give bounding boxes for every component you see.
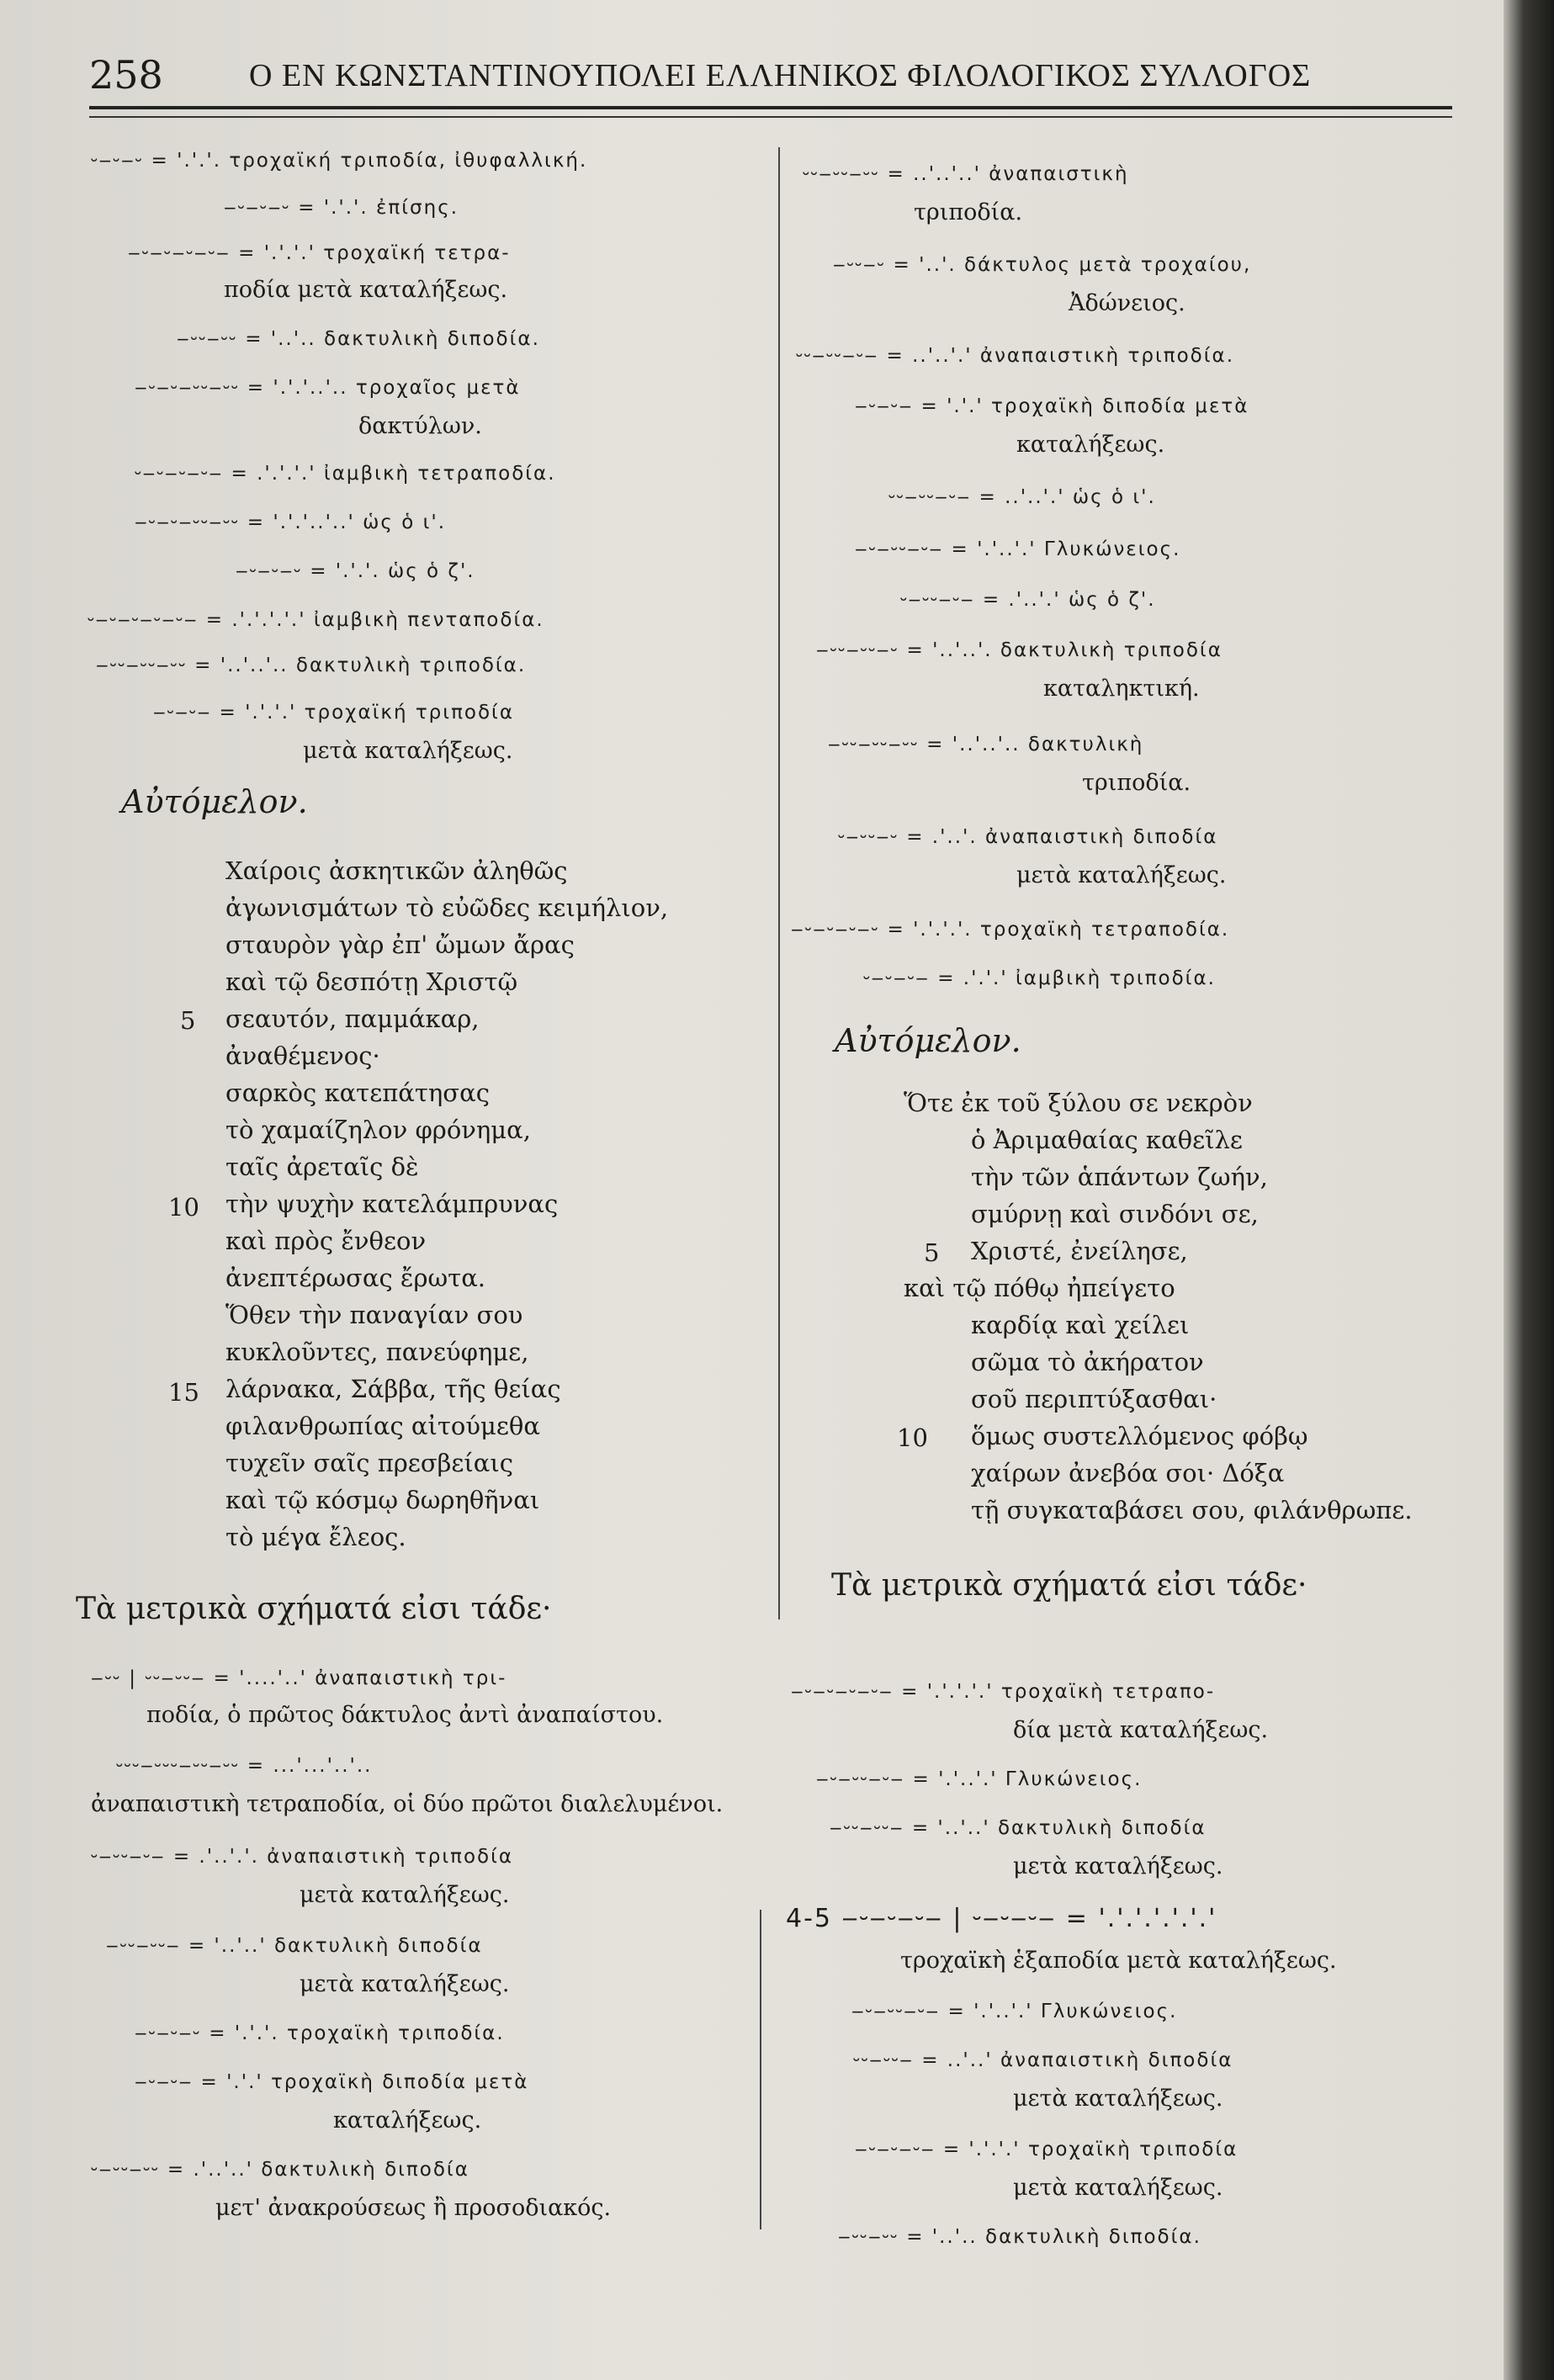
scheme-line: ⏑‒⏑⏑‒⏑⏑ = .'..'..' δακτυλικὴ διποδία bbox=[91, 2159, 469, 2181]
scheme-line: ‒⏑‒⏑⏑‒⏑‒ = '.'..'.' Γλυκώνειος. bbox=[851, 2001, 1178, 2022]
page-header bbox=[89, 52, 1452, 103]
poem-line-number: 10 bbox=[897, 1423, 928, 1452]
meter-line: ⏑‒⏑⏑‒⏑‒ = .'..'.' ὡς ὁ ζ'. bbox=[900, 589, 1156, 611]
meter-line: ‒⏑‒⏑‒⏑⏑‒⏑⏑ = '.'.'..'..' ὡς ὁ ι'. bbox=[135, 512, 447, 533]
scheme-line: ‒⏑‒⏑‒⏑‒⏑‒ = '.'.'.'.' τροχαϊκὴ τετραπο- bbox=[791, 1681, 1216, 1703]
poem-line: Χαίροις ἀσκητικῶν ἀληθῶς bbox=[225, 856, 568, 885]
scheme-line: 4-5 ‒⏑‒⏑‒⏑‒ | ⏑‒⏑‒⏑‒ = '.'.'.'.'.'.' bbox=[786, 1904, 1217, 1933]
meter-line: καταλήξεως. bbox=[1016, 432, 1165, 458]
scheme-line: ‒⏑‒⏑⏑‒⏑‒ = '.'..'.' Γλυκώνειος. bbox=[816, 1768, 1143, 1790]
poem-line: σεαυτόν, παμμάκαρ, bbox=[225, 1004, 480, 1033]
poem-line: σοῦ περιπτύξασθαι· bbox=[971, 1385, 1217, 1413]
meter-line: ‒⏑⏑‒⏑⏑‒⏑⏑ = '..'..'.. δακτυλικὴ τριποδία. bbox=[96, 655, 527, 676]
meter-line: ⏑⏑‒⏑⏑‒⏑⏑ = ..'..'..' ἀναπαιστικὴ bbox=[803, 163, 1129, 185]
meter-line: ⏑⏑‒⏑⏑‒⏑‒ = ..'..'.' ἀναπαιστικὴ τριποδία. bbox=[796, 345, 1235, 367]
running-title: Ο ΕΝ ΚΩΝΣΤΑΝΤΙΝΟΥΠΟΛΕΙ ΕΛΛΗΝΙΚΟΣ ΦΙΛΟΛΟΓΙΚΟΣ ΣΥΛΛΟΓΟΣ bbox=[249, 58, 1312, 93]
poem-line-number: 10 bbox=[168, 1193, 199, 1222]
meter-line: ‒⏑‒⏑‒ = '.'.'.' τροχαϊκή τριποδία bbox=[153, 702, 515, 724]
automelon-heading: Αὐτόμελον. bbox=[835, 1022, 1021, 1059]
meter-line: ‒⏑‒⏑‒⏑ = '.'.'. ἐπίσης. bbox=[224, 197, 459, 219]
poem-line: ἀναθέμενος· bbox=[225, 1042, 380, 1070]
scheme-line: μετὰ καταλήξεως. bbox=[300, 1882, 510, 1908]
poem-line: τὴν ψυχὴν κατελάμπρυνας bbox=[225, 1190, 559, 1218]
scheme-line: ‒⏑⏑‒⏑⏑ = '..'.. δακτυλικὴ διποδία. bbox=[838, 2226, 1201, 2248]
meter-line: ποδία μετὰ καταλήξεως. bbox=[224, 277, 508, 303]
meter-line: ‒⏑⏑‒⏑ = '..'. δάκτυλος μετὰ τροχαίου, bbox=[833, 254, 1252, 276]
poem-line: Χριστέ, ἐνείλησε, bbox=[971, 1237, 1188, 1265]
poem-line: Ὅθεν τὴν παναγίαν σου bbox=[225, 1301, 523, 1329]
poem-line: Ὅτε ἐκ τοῦ ξύλου σε νεκρὸν bbox=[904, 1089, 1253, 1117]
scheme-line: ⏑⏑⏑‒⏑⏑⏑‒⏑⏑‒⏑⏑ = ...'...'..'.. bbox=[116, 1755, 373, 1777]
scheme-line: μετὰ καταλήξεως. bbox=[300, 1971, 510, 1997]
schemes-title: Τὰ μετρικὰ σχήματά εἰσι τάδε· bbox=[76, 1592, 552, 1626]
scheme-line: ‒⏑‒⏑‒⏑‒ = '.'.'.' τροχαϊκὴ τριποδία bbox=[855, 2139, 1238, 2160]
poem-line-number: 15 bbox=[168, 1378, 199, 1407]
poem-line: τὸ μέγα ἔλεος. bbox=[225, 1523, 406, 1551]
poem-line-number: 5 bbox=[924, 1238, 940, 1267]
page-number: 258 bbox=[89, 52, 163, 98]
poem-line: καὶ πρὸς ἔνθεον bbox=[225, 1227, 427, 1255]
poem-line: καὶ τῷ πόθῳ ἠπείγετο bbox=[904, 1274, 1175, 1302]
poem-line: ἀγωνισμάτων τὸ εὐῶδες κειμήλιον, bbox=[225, 893, 669, 922]
meter-line: τριποδία. bbox=[1082, 770, 1191, 796]
automelon-heading: Αὐτόμελον. bbox=[121, 783, 308, 820]
poem-line: τῇ συγκαταβάσει σου, φιλάνθρωπε. bbox=[971, 1496, 1413, 1524]
scheme-line: ἀναπαιστικὴ τετραποδία, οἱ δύο πρῶτοι διαλελυμένοι. bbox=[91, 1791, 724, 1817]
meter-line: ⏑‒⏑‒⏑‒ = .'.'.' ἰαμβικὴ τριποδία. bbox=[863, 967, 1216, 989]
scheme-line: ‒⏑⏑‒⏑⏑‒ = '..'..' δακτυλικὴ διποδία bbox=[106, 1935, 483, 1957]
column-divider-lower bbox=[760, 1910, 761, 2229]
poem-line: ἀνεπτέρωσας ἔρωτα. bbox=[225, 1264, 486, 1292]
poem-line: τὴν τῶν ἁπάντων ζωήν, bbox=[971, 1163, 1268, 1191]
meter-line: ⏑⏑‒⏑⏑‒⏑‒ = ..'..'.' ὡς ὁ ι'. bbox=[888, 486, 1156, 508]
poem-line: ταῖς ἀρεταῖς δὲ bbox=[225, 1153, 419, 1181]
scheme-line: καταλήξεως. bbox=[333, 2107, 482, 2134]
poem-line: λάρνακα, Σάββα, τῆς θείας bbox=[225, 1375, 561, 1403]
meter-line: ⏑‒⏑‒⏑‒⏑‒ = .'.'.'.' ἰαμβικὴ τετραποδία. bbox=[135, 463, 556, 485]
meter-line: μετὰ καταλήξεως. bbox=[303, 738, 513, 764]
meter-line: μετὰ καταλήξεως. bbox=[1016, 862, 1227, 888]
meter-line: ⏑‒⏑‒⏑ = '.'.'. τροχαϊκή τριποδία, ἰθυφαλλική. bbox=[91, 150, 588, 172]
meter-line: ‒⏑‒⏑⏑‒⏑‒ = '.'..'.' Γλυκώνειος. bbox=[855, 538, 1181, 560]
meter-line: ‒⏑‒⏑‒⏑‒⏑ = '.'.'.'. τροχαϊκὴ τετραποδία. bbox=[791, 919, 1230, 941]
poem-line: ὅμως συστελλόμενος φόβῳ bbox=[971, 1422, 1308, 1450]
scheme-line: μετὰ καταλήξεως. bbox=[1013, 2086, 1223, 2112]
scheme-line: τροχαϊκὴ ἑξαποδία μετὰ καταλήξεως. bbox=[900, 1948, 1337, 1974]
scheme-line: ποδία, ὁ πρῶτος δάκτυλος ἀντὶ ἀναπαίστου. bbox=[146, 1702, 664, 1728]
scheme-line: μετ' ἀνακρούσεως ἢ προσοδιακός. bbox=[215, 2195, 612, 2221]
header-rule-thick bbox=[89, 106, 1452, 109]
meter-line: ‒⏑⏑‒⏑⏑‒⏑⏑ = '..'..'.. δακτυλικὴ bbox=[828, 734, 1144, 755]
scheme-line: μετὰ καταλήξεως. bbox=[1013, 2175, 1223, 2201]
meter-line: δακτύλων. bbox=[358, 413, 482, 439]
meter-line: ‒⏑⏑‒⏑⏑‒⏑ = '..'..'. δακτυλικὴ τριποδία bbox=[816, 639, 1223, 661]
meter-line: ‒⏑‒⏑‒⏑⏑‒⏑⏑ = '.'.'..'.. τροχαῖος μετὰ bbox=[135, 377, 521, 399]
meter-line: ‒⏑‒⏑‒ = '.'.' τροχαϊκὴ διποδία μετὰ bbox=[855, 395, 1249, 417]
poem-line: σῶμα τὸ ἀκήρατον bbox=[971, 1348, 1204, 1376]
poem-line-number: 5 bbox=[180, 1006, 196, 1035]
scheme-line: ⏑⏑‒⏑⏑‒ = ..'..' ἀναπαιστικὴ διποδία bbox=[853, 2049, 1233, 2071]
meter-line: Ἀδώνειος. bbox=[1069, 290, 1185, 316]
scheme-line: μετὰ καταλήξεως. bbox=[1013, 1853, 1223, 1879]
poem-line: τὸ χαμαίζηλον φρόνημα, bbox=[225, 1116, 531, 1144]
meter-line: ⏑‒⏑⏑‒⏑ = .'..'. ἀναπαιστικὴ διποδία bbox=[838, 826, 1218, 848]
meter-line: ‒⏑⏑‒⏑⏑ = '..'.. δακτυλικὴ διποδία. bbox=[177, 328, 540, 350]
poem-line: φιλανθρωπίας αἰτούμεθα bbox=[225, 1412, 540, 1440]
poem-line: ὁ Ἀριμαθαίας καθεῖλε bbox=[971, 1126, 1243, 1154]
scheme-line: δία μετὰ καταλήξεως. bbox=[1013, 1717, 1269, 1743]
meter-line: καταληκτική. bbox=[1043, 676, 1200, 702]
scheme-line: ⏑‒⏑⏑‒⏑‒ = .'..'.'. ἀναπαιστικὴ τριποδία bbox=[91, 1846, 514, 1868]
poem-line: καὶ τῷ δεσπότῃ Χριστῷ bbox=[225, 967, 518, 996]
poem-line: τυχεῖν σαῖς πρεσβείαις bbox=[225, 1449, 513, 1477]
poem-line: καὶ τῷ κόσμῳ δωρηθῆναι bbox=[225, 1486, 540, 1514]
meter-line: ⏑‒⏑‒⏑‒⏑‒⏑‒ = .'.'.'.'.' ἰαμβικὴ πενταποδία. bbox=[88, 609, 544, 631]
poem-line: κυκλοῦντες, πανεύφημε, bbox=[225, 1338, 529, 1366]
schemes-title: Τὰ μετρικὰ σχήματά εἰσι τάδε· bbox=[831, 1568, 1307, 1603]
scheme-line: ‒⏑⏑‒⏑⏑‒ = '..'..' δακτυλικὴ διποδία bbox=[830, 1817, 1207, 1839]
page-shadow-edge bbox=[1504, 0, 1554, 2380]
header-rule-thin bbox=[89, 116, 1452, 118]
meter-line: τριποδία. bbox=[914, 199, 1023, 225]
scheme-line: ‒⏑⏑ | ⏑⏑‒⏑⏑‒ = '....'..' ἀναπαιστικὴ τρι- bbox=[91, 1667, 507, 1689]
scheme-line: ‒⏑‒⏑‒⏑ = '.'.'. τροχαϊκὴ τριποδία. bbox=[135, 2022, 505, 2044]
meter-line: ‒⏑‒⏑‒⏑ = '.'.'. ὡς ὁ ζ'. bbox=[236, 560, 475, 582]
meter-line: ‒⏑‒⏑‒⏑‒⏑‒ = '.'.'.' τροχαϊκή τετρα- bbox=[128, 242, 511, 264]
poem-line: χαίρων ἀνεβόα σοι· Δόξα bbox=[971, 1459, 1285, 1487]
poem-line: καρδίᾳ καὶ χείλει bbox=[971, 1311, 1190, 1339]
poem-line: σταυρὸν γὰρ ἐπ' ὤμων ἄρας bbox=[225, 930, 575, 959]
poem-line: σαρκὸς κατεπάτησας bbox=[225, 1079, 490, 1107]
scheme-line: ‒⏑‒⏑‒ = '.'.' τροχαϊκὴ διποδία μετὰ bbox=[135, 2071, 529, 2093]
column-divider bbox=[778, 147, 780, 1619]
poem-line: σμύρνῃ καὶ σινδόνι σε, bbox=[971, 1200, 1259, 1228]
